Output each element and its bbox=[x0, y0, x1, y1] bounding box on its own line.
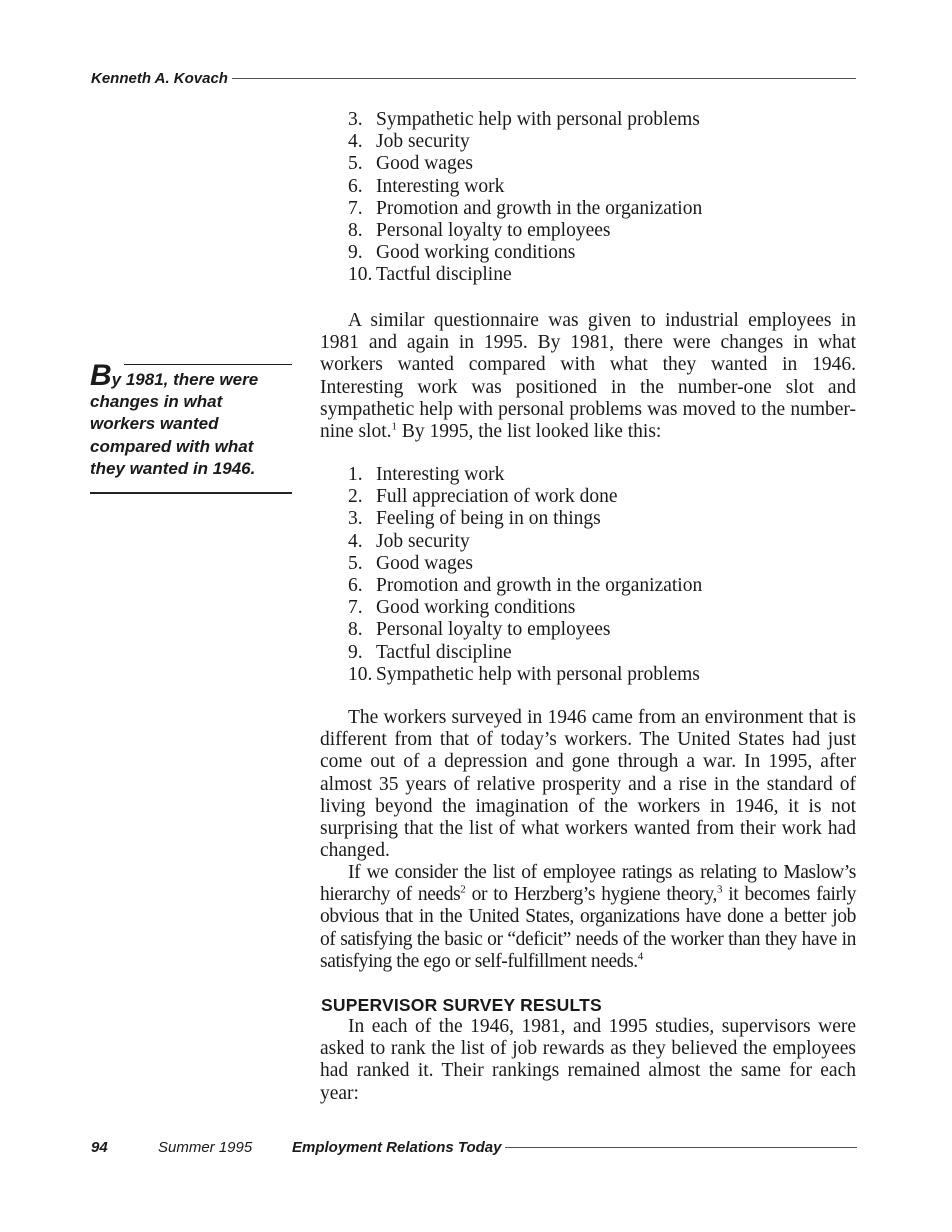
list-item-text: Interesting work bbox=[376, 175, 505, 197]
paragraph-text: A similar questionnaire was given to industrial employees in 1981 and again in 1995. By 1981, there were changes in what workers wanted compared with what they wanted in 1946. Interesting work was positioned in the number-one slot and sympathetic help with personal problems was moved to the number-nine slot. bbox=[320, 310, 856, 443]
list-item bbox=[348, 220, 702, 242]
list-item bbox=[348, 486, 702, 508]
list-item-text: Sympathetic help with personal problems bbox=[376, 663, 700, 685]
header-rule bbox=[232, 78, 856, 79]
list-item bbox=[348, 264, 702, 286]
paragraph-text: it becomes fairly obvious that in the United States, organizations have done a better job of satisfying the basic or “deficit” needs of the worker than they have in satisfying the ego or self-fulfillment needs. bbox=[320, 884, 856, 972]
list-item bbox=[348, 664, 702, 686]
list-item bbox=[348, 153, 702, 175]
list-item-text: Personal loyalty to employees bbox=[376, 619, 611, 641]
footer-rule bbox=[505, 1147, 857, 1148]
list-item-text: Interesting work bbox=[376, 464, 505, 485]
list-1946-continued bbox=[348, 109, 702, 287]
list-item-number: 5. bbox=[348, 153, 363, 175]
list-item bbox=[348, 508, 702, 530]
list-item bbox=[348, 131, 702, 153]
list-item-text: Good working conditions bbox=[376, 242, 576, 264]
list-item bbox=[348, 597, 702, 619]
footnote-marker: 4 bbox=[637, 950, 643, 963]
list-item-number: 1. bbox=[348, 464, 363, 485]
list-item-number: 2. bbox=[348, 486, 363, 508]
page-footer bbox=[91, 1137, 857, 1157]
list-item-text: Personal loyalty to employees bbox=[376, 220, 611, 242]
list-item-text: Good wages bbox=[376, 552, 473, 574]
list-item-text: Sympathetic help with personal problems bbox=[376, 109, 700, 130]
paragraph-text: If we consider the list of employee ratings as relating to Maslow’s hierarchy of needs bbox=[320, 862, 856, 906]
list-item bbox=[348, 198, 702, 220]
list-item-text: Tactful discipline bbox=[376, 641, 512, 663]
journal-title: Employment Relations Today bbox=[292, 1138, 502, 1156]
footnote-marker: 1 bbox=[391, 420, 397, 433]
pull-quote-top-rule bbox=[124, 364, 292, 365]
footnote-marker: 3 bbox=[716, 883, 723, 896]
list-item-number: 5. bbox=[348, 552, 363, 574]
pull-quote-dropcap: B bbox=[90, 359, 112, 392]
list-item-text: Full appreciation of work done bbox=[376, 486, 618, 508]
list-item-number: 8. bbox=[348, 619, 363, 641]
list-item-text: Promotion and growth in the organization bbox=[376, 197, 703, 219]
paragraph-text: or to Herzberg’s hygiene theory, bbox=[465, 884, 717, 906]
pull-quote-text bbox=[90, 359, 292, 480]
list-item-text: Job security bbox=[376, 131, 470, 153]
list-item-text: Job security bbox=[376, 530, 470, 552]
list-item-number: 10. bbox=[348, 663, 373, 685]
list-item-text: Feeling of being in on things bbox=[376, 508, 601, 530]
issue-date: Summer 1995 bbox=[158, 1138, 253, 1156]
list-item-number: 3. bbox=[348, 109, 363, 130]
list-item-number: 3. bbox=[348, 508, 363, 530]
pull-quote-bottom-rule bbox=[90, 492, 292, 494]
list-item-number: 6. bbox=[348, 175, 363, 197]
list-item bbox=[348, 553, 702, 575]
list-item-number: 8. bbox=[348, 220, 363, 242]
list-item bbox=[348, 642, 702, 664]
paragraph-text: In each of the 1946, 1981, and 1995 studies, supervisors were asked to rank the list of job rewards as they believed the employees had ranked it. Their rankings remained almost the same for each year: bbox=[320, 1016, 856, 1104]
paragraph-1946-environment bbox=[320, 707, 856, 862]
author-name: Kenneth A. Kovach bbox=[91, 69, 228, 87]
paragraph-text: By 1995, the list looked like this: bbox=[397, 421, 662, 443]
paragraph-supervisor-survey bbox=[320, 1016, 856, 1105]
list-item-number: 6. bbox=[348, 575, 363, 597]
list-item bbox=[348, 575, 702, 597]
section-heading: SUPERVISOR SURVEY RESULTS bbox=[321, 995, 602, 1015]
list-item-number: 9. bbox=[348, 641, 363, 663]
list-item-number: 9. bbox=[348, 242, 363, 264]
list-item bbox=[348, 176, 702, 198]
list-item-text: Good working conditions bbox=[376, 597, 576, 619]
list-item-text: Promotion and growth in the organization bbox=[376, 575, 703, 597]
list-item bbox=[348, 619, 702, 641]
paragraph-text: The workers surveyed in 1946 came from an environment that is different from that of today’s workers. The United States had just come out of a depression and gone through a war. In 1995, after almost 35 years of relative prosperity and a rise in the standard of living beyond the imagination of the workers in 1946, it is not surprising that the list of what workers wanted from their work had changed. bbox=[320, 707, 856, 862]
paragraph-maslow-herzberg bbox=[320, 862, 856, 973]
list-item-text: Good wages bbox=[376, 153, 473, 175]
list-item-number: 4. bbox=[348, 530, 363, 552]
paragraph-1981-changes bbox=[320, 310, 856, 443]
list-item bbox=[348, 242, 702, 264]
page-number: 94 bbox=[91, 1138, 108, 1156]
footnote-marker: 2 bbox=[460, 883, 466, 896]
list-item-number: 4. bbox=[348, 131, 363, 153]
list-item bbox=[348, 109, 702, 131]
running-head bbox=[91, 68, 856, 88]
list-1995 bbox=[348, 464, 702, 686]
list-item-number: 7. bbox=[348, 597, 363, 619]
pull-quote-body: y 1981, there were changes in what workers wanted compared with what they wanted in 1946. bbox=[90, 370, 259, 478]
list-item-number: 7. bbox=[348, 197, 363, 219]
list-item bbox=[348, 464, 702, 486]
list-item-text: Tactful discipline bbox=[376, 264, 512, 286]
list-item-number: 10. bbox=[348, 264, 373, 286]
list-item bbox=[348, 531, 702, 553]
